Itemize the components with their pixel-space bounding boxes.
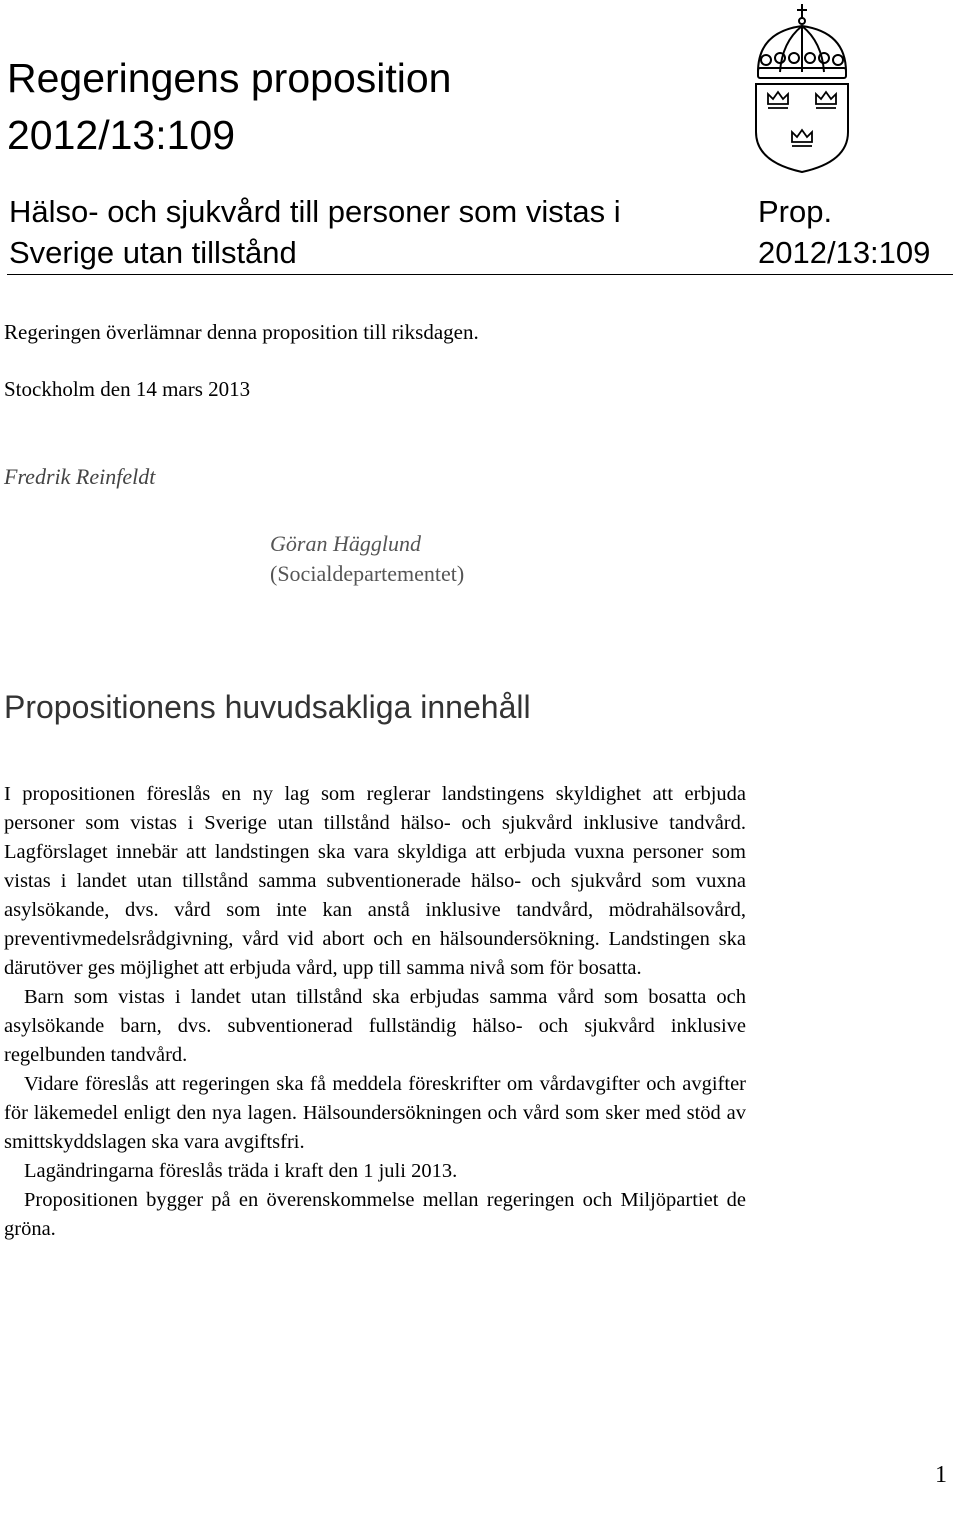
document-subtitle: [9, 191, 621, 273]
summary-paragraph-5: Propositionen bygger på en överenskommelse mellan regeringen och Miljöpartiet de gröna.: [4, 1189, 746, 1240]
proposition-number: 2012/13:109: [758, 235, 931, 270]
header-divider: [7, 274, 953, 275]
document-title: [7, 50, 451, 164]
summary-paragraph-4: Lagändringarna föreslås träda i kraft den 1 juli 2013.: [24, 1160, 458, 1182]
swedish-coat-of-arms-icon: [752, 2, 856, 174]
department-name: (Socialdepartementet): [270, 561, 465, 586]
prime-minister-signature: Fredrik Reinfeldt: [4, 464, 156, 489]
summary-paragraph-2: Barn som vistas i landet utan tillstånd ska erbjudas samma vård som bosatta och asylsökande barn, dvs. subventionerad fullständig hälso- och sjukvård inklusive regelbunden tandvård.: [4, 986, 746, 1066]
document-title-line2: 2012/13:109: [7, 112, 236, 158]
page-number: 1: [935, 1462, 947, 1488]
place-date: Stockholm den 14 mars 2013: [4, 377, 251, 401]
proposition-label: Prop.: [758, 194, 833, 229]
document-title-line1: Regeringens proposition: [7, 55, 452, 101]
section-heading: Propositionens huvudsakliga innehåll: [4, 689, 531, 725]
submission-statement: Regeringen överlämnar denna proposition till riksdagen.: [4, 320, 479, 344]
minister-signature: Göran Hägglund: [270, 531, 421, 556]
document-subtitle-line1: Hälso- och sjukvård till personer som vistas i: [9, 194, 621, 229]
summary-paragraph-3: Vidare föreslås att regeringen ska få meddela föreskrifter om vårdavgifter och avgifter för läkemedel enligt den nya lagen. Hälsoundersökningen och vård som sker med stöd av smittskyddslagen ska vara avgiftsfri.: [4, 1073, 746, 1153]
proposition-reference: [758, 191, 930, 273]
summary-paragraph-1: I propositionen föreslås en ny lag som reglerar landstingens skyldighet att erbjuda personer som vistas i Sverige utan tillstånd hälso- och sjukvård inklusive tandvård. Lagförslaget innebär att landstingen ska vara skyldiga att erbjuda vuxna personer som vistas i landet utan tillstånd samma subventionerade hälso- och sjukvård som vuxna asylsökande, dvs. vård som inte kan anstå inklusive tandvård, mödrahälsovård, preventivmedelsrådgivning, vård vid abort och en hälsoundersökning. Landstingen ska därutöver ges möjlighet att erbjuda vård, upp till samma nivå som för bosatta.: [4, 783, 746, 979]
summary-body: [4, 780, 746, 1244]
document-subtitle-line2: Sverige utan tillstånd: [9, 235, 297, 270]
